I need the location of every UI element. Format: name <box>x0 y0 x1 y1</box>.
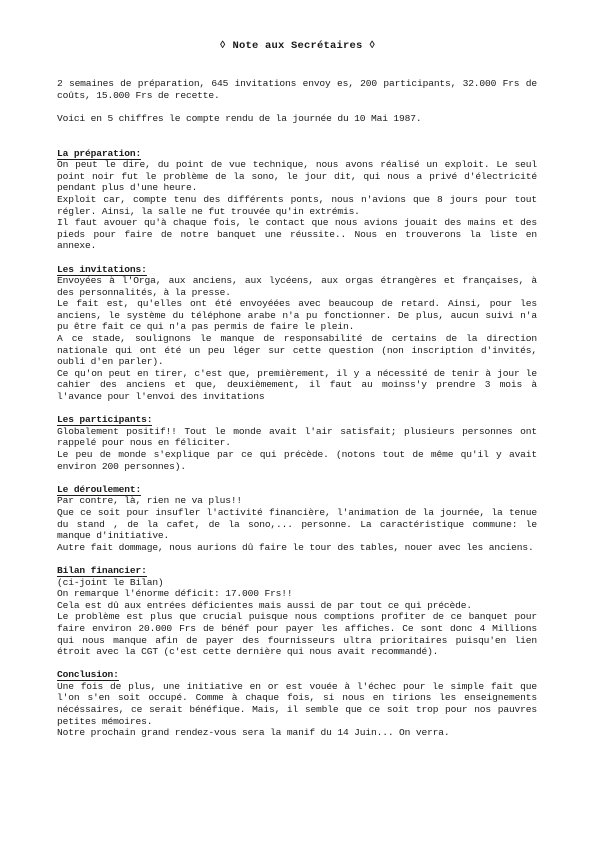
section-heading <box>57 565 537 577</box>
section-paragraph: Ce qu'on peut en tirer, c'est que, premièrement, il y a nécessité de tenir à jour le cahier des anciens et que, deuxièmement, il faut au moinss'y prendre 3 mois à l'avance pour l'envoi des invitations <box>57 367 537 403</box>
section-paragraph: Le problème est plus que crucial puisque nous comptions profiter de ce banquet pour faire environ 20.000 Frs de bénéf pour payer les affiches. Ce sont donc 4 Millions qui nous manque afin de payer des fournisseurs ultra prioritaires puisqu'en lien étroit avec la CGT (c'est cette dernière qui nous avait recommandé). <box>57 611 537 658</box>
section-la-preparation <box>57 148 537 252</box>
spacer <box>57 136 537 148</box>
section-heading-text: Le déroulement: <box>57 483 142 495</box>
section-heading-text: Bilan financier: <box>57 564 147 576</box>
intro-summary: Voici en 5 chiffres le compte rendu de la journée du 10 Mai 1987. <box>57 112 422 124</box>
section-paragraph: Il faut avouer qu'à chaque fois, le contact que nous avions jouait des mains et des pieds pour faire de notre banquet une réussite.. Nous en trouverons la liste en annexe. <box>57 217 537 252</box>
section-paragraph: Que ce soit pour insufler l'activité financière, l'animation de la journée, la tenue du stand , de la cafet, de la sono,... personne. La caractéristique commune: le manque d'initiative. <box>57 506 537 542</box>
spacer <box>57 124 537 136</box>
section-heading <box>57 414 537 426</box>
section-heading <box>57 264 537 276</box>
section-paragraph: Globalement positif!! Tout le monde avait l'air satisfait; plusieurs personnes ont rappelé pour nous en féliciter. <box>57 425 537 449</box>
section-les-participants <box>57 414 537 472</box>
section-paragraph: On peut le dire, du point de vue technique, nous avons réalisé un exploit. Le seul point noir fut le problème de la sono, le jour dit, qui nous a privé d'électricité pendant plus d'une heure. <box>57 159 537 194</box>
section-bilan-financier <box>57 565 537 658</box>
section-le-deroulement <box>57 484 537 554</box>
section-paragraph: Exploit car, compte tenu des différents ponts, nous n'avions que 8 jours pour tout régler. Ainsi, la salle ne fut trouvée qu'in extrémis. <box>57 193 537 217</box>
section-paragraph: Autre fait dommage, nous aurions dû faire le tour des tables, nouer avec les anciens. <box>57 541 534 553</box>
section-paragraph: Une fois de plus, une initiative en or est vouée à l'échec pour le simple fait que l'on s'en soit occupé. Comme à chaque fois, si nous en tirions les enseignements nécéssaires, ce serait bénéfique. Mais, il semble que ce soit trop pour nos pauvres petites mémoires. <box>57 680 537 727</box>
sections-container <box>57 148 537 739</box>
section-heading-text: Les invitations: <box>57 263 147 275</box>
section-paragraph: Par contre, là, rien ne va plus!! <box>57 495 243 507</box>
section-paragraph: Cela est dû aux entrées déficientes mais aussi de par tout ce qui précède. <box>57 599 472 611</box>
section-les-invitations <box>57 264 537 403</box>
section-paragraph: A ce stade, soulignons le manque de responsabilité de certains de la direction nationale qui ont été un peu léger sur cette question (non inscription d'invités, oubli d'en parler). <box>57 333 537 368</box>
section-heading <box>57 484 537 496</box>
section-heading-text: Les participants: <box>57 414 153 426</box>
section-paragraph: Le fait est, qu'elles ont été envoyéées avec beaucoup de retard. Ainsi, pour les anciens, le système du téléphone arabe n'a pu fonctionner. De plus, aucun suivi n'a pu être fait ce qui n'a pas permis de faire le plein. <box>57 298 537 333</box>
section-heading <box>57 148 537 160</box>
section-paragraph: (ci-joint le Bilan) <box>57 576 164 588</box>
section-heading-text: Conclusion: <box>57 669 119 681</box>
section-heading-text: La préparation: <box>57 147 142 159</box>
spacer <box>57 101 537 113</box>
section-heading <box>57 669 537 681</box>
section-conclusion <box>57 669 537 739</box>
section-paragraph: Le peu de monde s'explique par ce qui précède. (notons tout de même qu'il y avait environ 200 personnes). <box>57 449 537 472</box>
document-body <box>57 78 537 739</box>
section-paragraph: Notre prochain grand rendez-vous sera la manif du 14 Juin... On verra. <box>57 727 450 739</box>
section-paragraph: Envoyées à l'Orga, aux anciens, aux lycéens, aux orgas étrangères et françaises, à des personnalités, à la presse. <box>57 275 537 298</box>
document-title: ◊ Note aux Secrétaires ◊ <box>219 40 376 52</box>
section-paragraph: On remarque l'énorme déficit: 17.000 Frs!! <box>57 588 293 600</box>
intro-figures: 2 semaines de préparation, 645 invitations envoy es, 200 participants, 32.000 Frs de coûts, 15.000 Frs de recette. <box>57 78 537 101</box>
